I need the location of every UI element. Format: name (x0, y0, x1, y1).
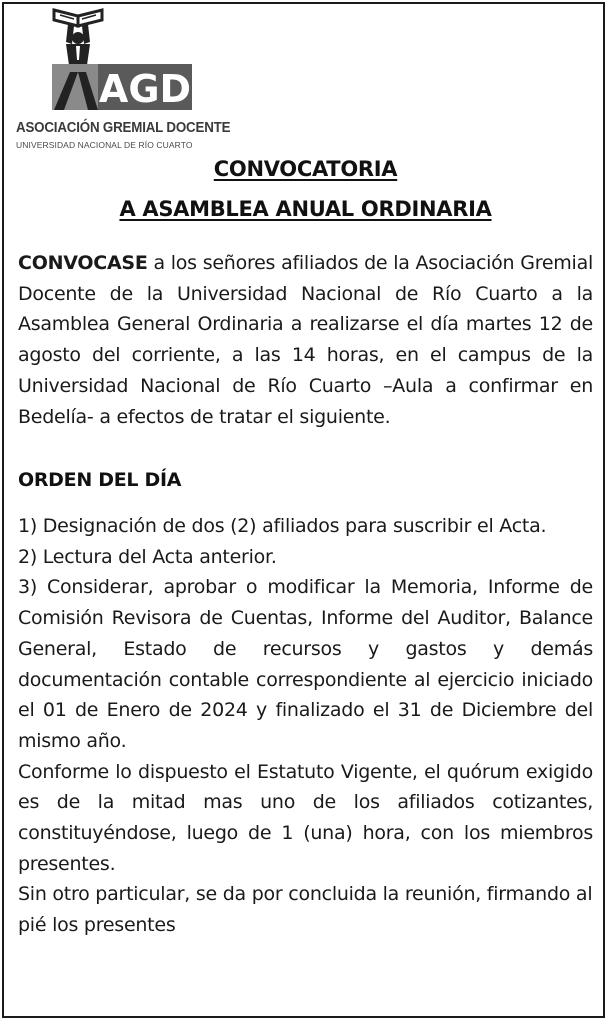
agenda-item-3: 3) Considerar, aprobar o modificar la Memoria, Informe de Comisión Revisora de Cuentas, Informe del Auditor, Balance General, Estado de recursos y gastos y demás documentación contable correspondiente al ejercicio iniciado el 01 de Enero de 2024 y finalizado el 31 de Diciembre del mismo año. (18, 576, 593, 752)
agenda-heading: ORDEN DEL DÍA (18, 469, 182, 491)
agd-logo (16, 6, 236, 156)
intro-text: a los señores afiliados de la Asociación Gremial Docente de la Universidad Nacional de Río Cuarto a la Asamblea General Ordinaria a realizarse el día martes 12 de agosto del corriente, a las 14 horas, en el campus de la Universidad Nacional de Río Cuarto –Aula a confirmar en Bedelía- a efectos de tratar el siguiente. (18, 252, 593, 428)
closing-paragraph: Sin otro particular, se da por concluida la reunión, firmando al pié los presentes (18, 883, 593, 937)
intro-paragraph (18, 248, 593, 432)
title-line-1: CONVOCATORIA (213, 157, 398, 181)
agenda-list (18, 511, 593, 941)
logo-acronym: AGD (98, 67, 192, 111)
agd-emblem-icon (16, 6, 216, 118)
logo-organization: ASOCIACIÓN GREMIAL DOCENTE (16, 120, 231, 136)
agenda-item-2: 2) Lectura del Acta anterior. (18, 545, 277, 568)
quorum-paragraph: Conforme lo dispuesto el Estatuto Vigente, el quórum exigido es de la mitad mas uno de los afiliados cotizantes, constituyéndose, luego de 1 (una) hora, con los miembros presentes. (18, 760, 593, 875)
title-line-2: A ASAMBLEA ANUAL ORDINARIA (119, 197, 492, 221)
agenda-item-1: 1) Designación de dos (2) afiliados para suscribir el Acta. (18, 515, 547, 537)
intro-lead: CONVOCASE (18, 252, 148, 274)
logo-university: UNIVERSIDAD NACIONAL DE RÍO CUARTO (16, 140, 193, 150)
